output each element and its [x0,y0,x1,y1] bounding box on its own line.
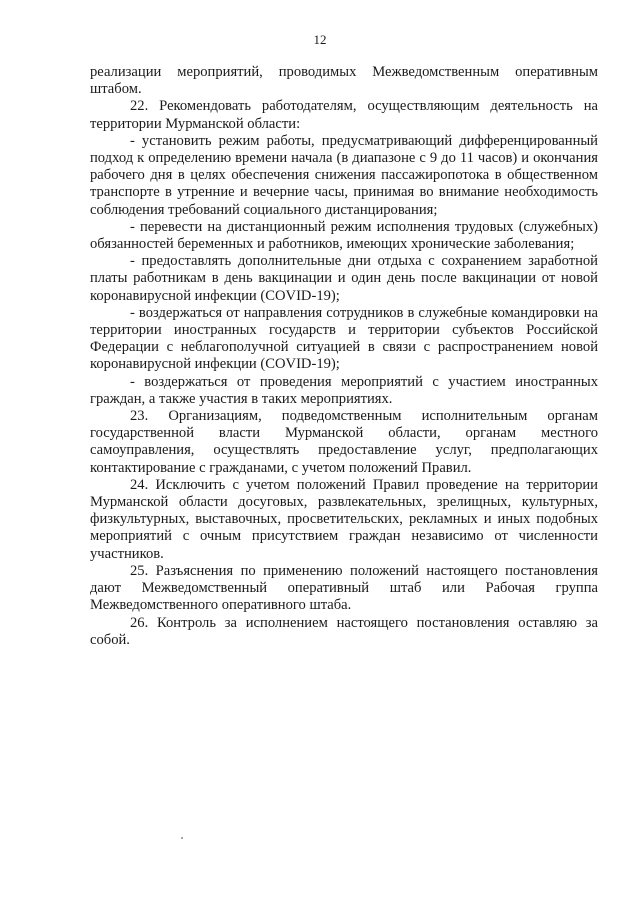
document-body [90,64,598,649]
paragraph-item-26: 26. Контроль за исполнением настоящего постановления оставляю за собой. [90,614,598,648]
scan-speck [181,837,183,839]
paragraph-item-25: 25. Разъяснения по применению положений настоящего постановления дают Межведомственный оперативный штаб или Рабочая группа Межведомственного оперативного штаба. [90,562,598,614]
list-item-foreign-events: - воздержаться от проведения мероприятий с участием иностранных граждан, а также участия в таких мероприятиях. [90,373,598,407]
paragraph-item-23: 23. Организациям, подведомственным исполнительным органам государственной власти Мурманской области, органам местного самоуправления, осуществлять предоставление услуг, предполагающих контактирование с гражданами, с учетом положений Правил. [90,408,598,476]
page-number: 12 [313,32,327,47]
list-item-business-trips: - воздержаться от направления сотрудников в служебные командировки на территории иностранных государств и территории субъектов Российской Федерации с неблагополучной ситуацией в связи с распространением новой коронавирусной инфекции (COVID-19); [90,304,598,373]
list-item-vaccination-days-off: - предоставлять дополнительные дни отдыха с сохранением заработной платы работникам в день вакцинации и один день после вакцинации от новой коронавирусной инфекции (COVID-19); [90,253,598,304]
paragraph-continuation: реализации мероприятий, проводимых Межведомственным оперативным штабом. [90,64,598,98]
paragraph-item-24: 24. Исключить с учетом положений Правил проведение на территории Мурманской области досуговых, развлекательных, зрелищных, культурных, физкультурных, выставочных, просветительских, рекламных и иных подобных мероприятий с очным присутствием граждан независимо от численности участников. [90,476,598,562]
paragraph-item-22: 22. Рекомендовать работодателям, осуществляющим деятельность на территории Мурманской области: [90,98,598,132]
list-item-remote-work: - перевести на дистанционный режим исполнения трудовых (служебных) обязанностей беременных и работников, имеющих хронические заболевания; [90,218,598,253]
list-item-work-schedule: - установить режим работы, предусматривающий дифференцированный подход к определению времени начала (в диапазоне с 9 до 11 часов) и окончания рабочего дня в целях обеспечения снижения пассажиропотока в общественном транспорте в утренние и вечерние часы, принимая во внимание необходимость соблюдения требований социального дистанцирования; [90,132,598,218]
